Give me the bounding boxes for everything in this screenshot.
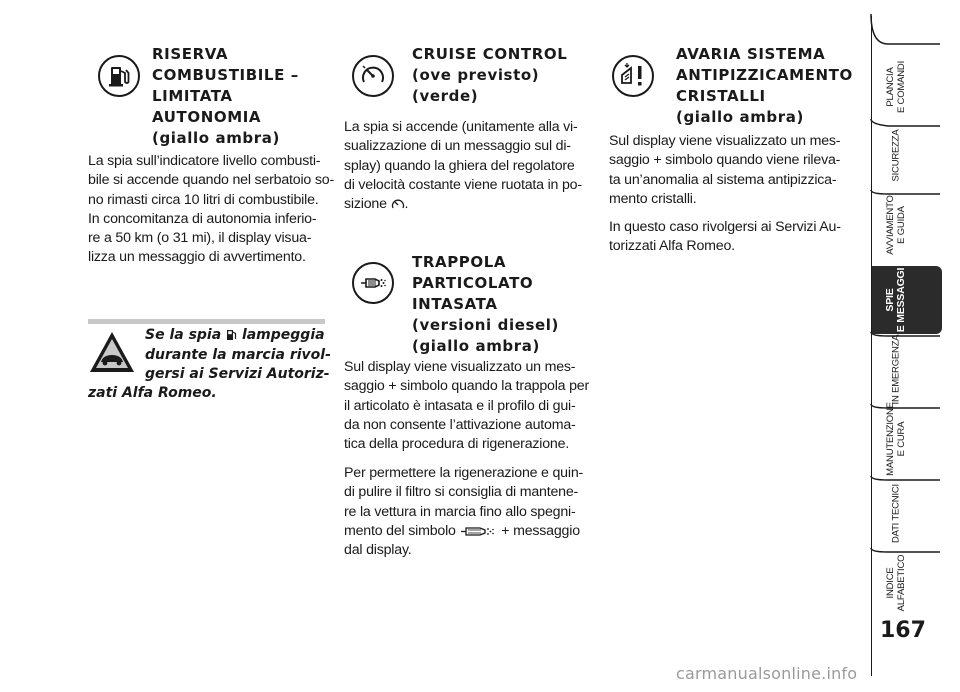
tab-emergenza[interactable]: IN EMERGENZA <box>890 334 902 405</box>
anti-pinch-body-2: In questo caso rivolgersi ai Servizi Au- torizzati Alfa Romeo. <box>609 219 841 255</box>
watermark: carmanualsonline.info <box>676 664 858 683</box>
speedometer-inline-icon <box>391 198 405 211</box>
cruise-control-body: La spia si accende (unitamente alla vi- sualizzazione di un messaggio sul di- splay) quando la ghiera del regolatore di velocità costante viene ruotata in po- sizione . <box>344 119 582 213</box>
anti-pinch-heading: AVARIA SISTEMA ANTIPIZZICAMENTO CRISTALLI (giallo ambra) <box>676 45 853 126</box>
fuel-reserve-heading: RISERVA COMBUSTIBILE – LIMITATA AUTONOMIA (giallo ambra) <box>152 45 299 147</box>
tab-indice[interactable]: INDICE ALFABETICO <box>885 554 907 612</box>
speedometer-icon <box>352 55 394 97</box>
tab-active-background <box>872 266 942 334</box>
tab-avviamento[interactable]: AVVIAMENTO E GUIDA <box>885 195 907 255</box>
fuel-pump-icon <box>98 55 140 97</box>
cruise-control-heading: CRUISE CONTROL (ove previsto) (verde) <box>412 45 568 105</box>
particulate-trap-body-2: Per permettere la rigenerazione e quin- di pulire il filtro si consiglia di mantene- re la vettura in marcia fino allo spegni- mento del simbolo + messaggio dal display. <box>344 465 584 559</box>
tab-plancia[interactable]: PLANCIA E COMANDI <box>885 60 907 114</box>
warning-note: Se la spia lampeggia durante la marcia rivol- gersi ai Servizi Autoriz- <box>145 327 331 382</box>
fuel-reserve-body: La spia sull’indicatore livello combusti- bile si accende quando nel serbatoio so- no rimasti circa 10 litri di combustibile. In concomitanza di autonomia inferio- re a 50 km (o 31 mi), il display visua- lizza un messaggio di avvertimento. <box>88 153 334 266</box>
tab-sicurezza[interactable]: SICUREZZA <box>890 129 902 182</box>
tab-dati-tecnici[interactable]: DATI TECNICI <box>890 484 902 544</box>
windshield-pinch-warning-icon <box>612 55 654 97</box>
warning-divider <box>88 319 325 324</box>
tab-spie-messaggi[interactable]: SPIE E MESSAGGI <box>884 267 907 333</box>
car-warning-triangle-icon <box>88 330 136 374</box>
warning-note-last: zati Alfa Romeo. <box>88 385 217 401</box>
particulate-filter-icon <box>352 262 394 304</box>
tab-manutenzione[interactable]: MANUTENZIONE E CURA <box>885 402 907 476</box>
particulate-filter-inline-icon <box>460 525 498 538</box>
particulate-trap-body-1: Sul display viene visualizzato un mes- saggio + simbolo quando la trappola per il articolato è intasata e il profilo di gui- da non consente l’attivazione automa- tica della procedura di rigenerazione. <box>344 359 589 453</box>
particulate-trap-heading: TRAPPOLA PARTICOLATO INTASATA (versioni diesel) (giallo ambra) <box>412 253 559 355</box>
page-number: 167 <box>880 618 926 643</box>
anti-pinch-body-1: Sul display viene visualizzato un mes- saggio + simbolo quando viene rileva- ta un’anomalia al sistema antipizzica- mento cristalli. <box>609 133 841 207</box>
fuel-pump-inline-icon <box>226 328 237 342</box>
